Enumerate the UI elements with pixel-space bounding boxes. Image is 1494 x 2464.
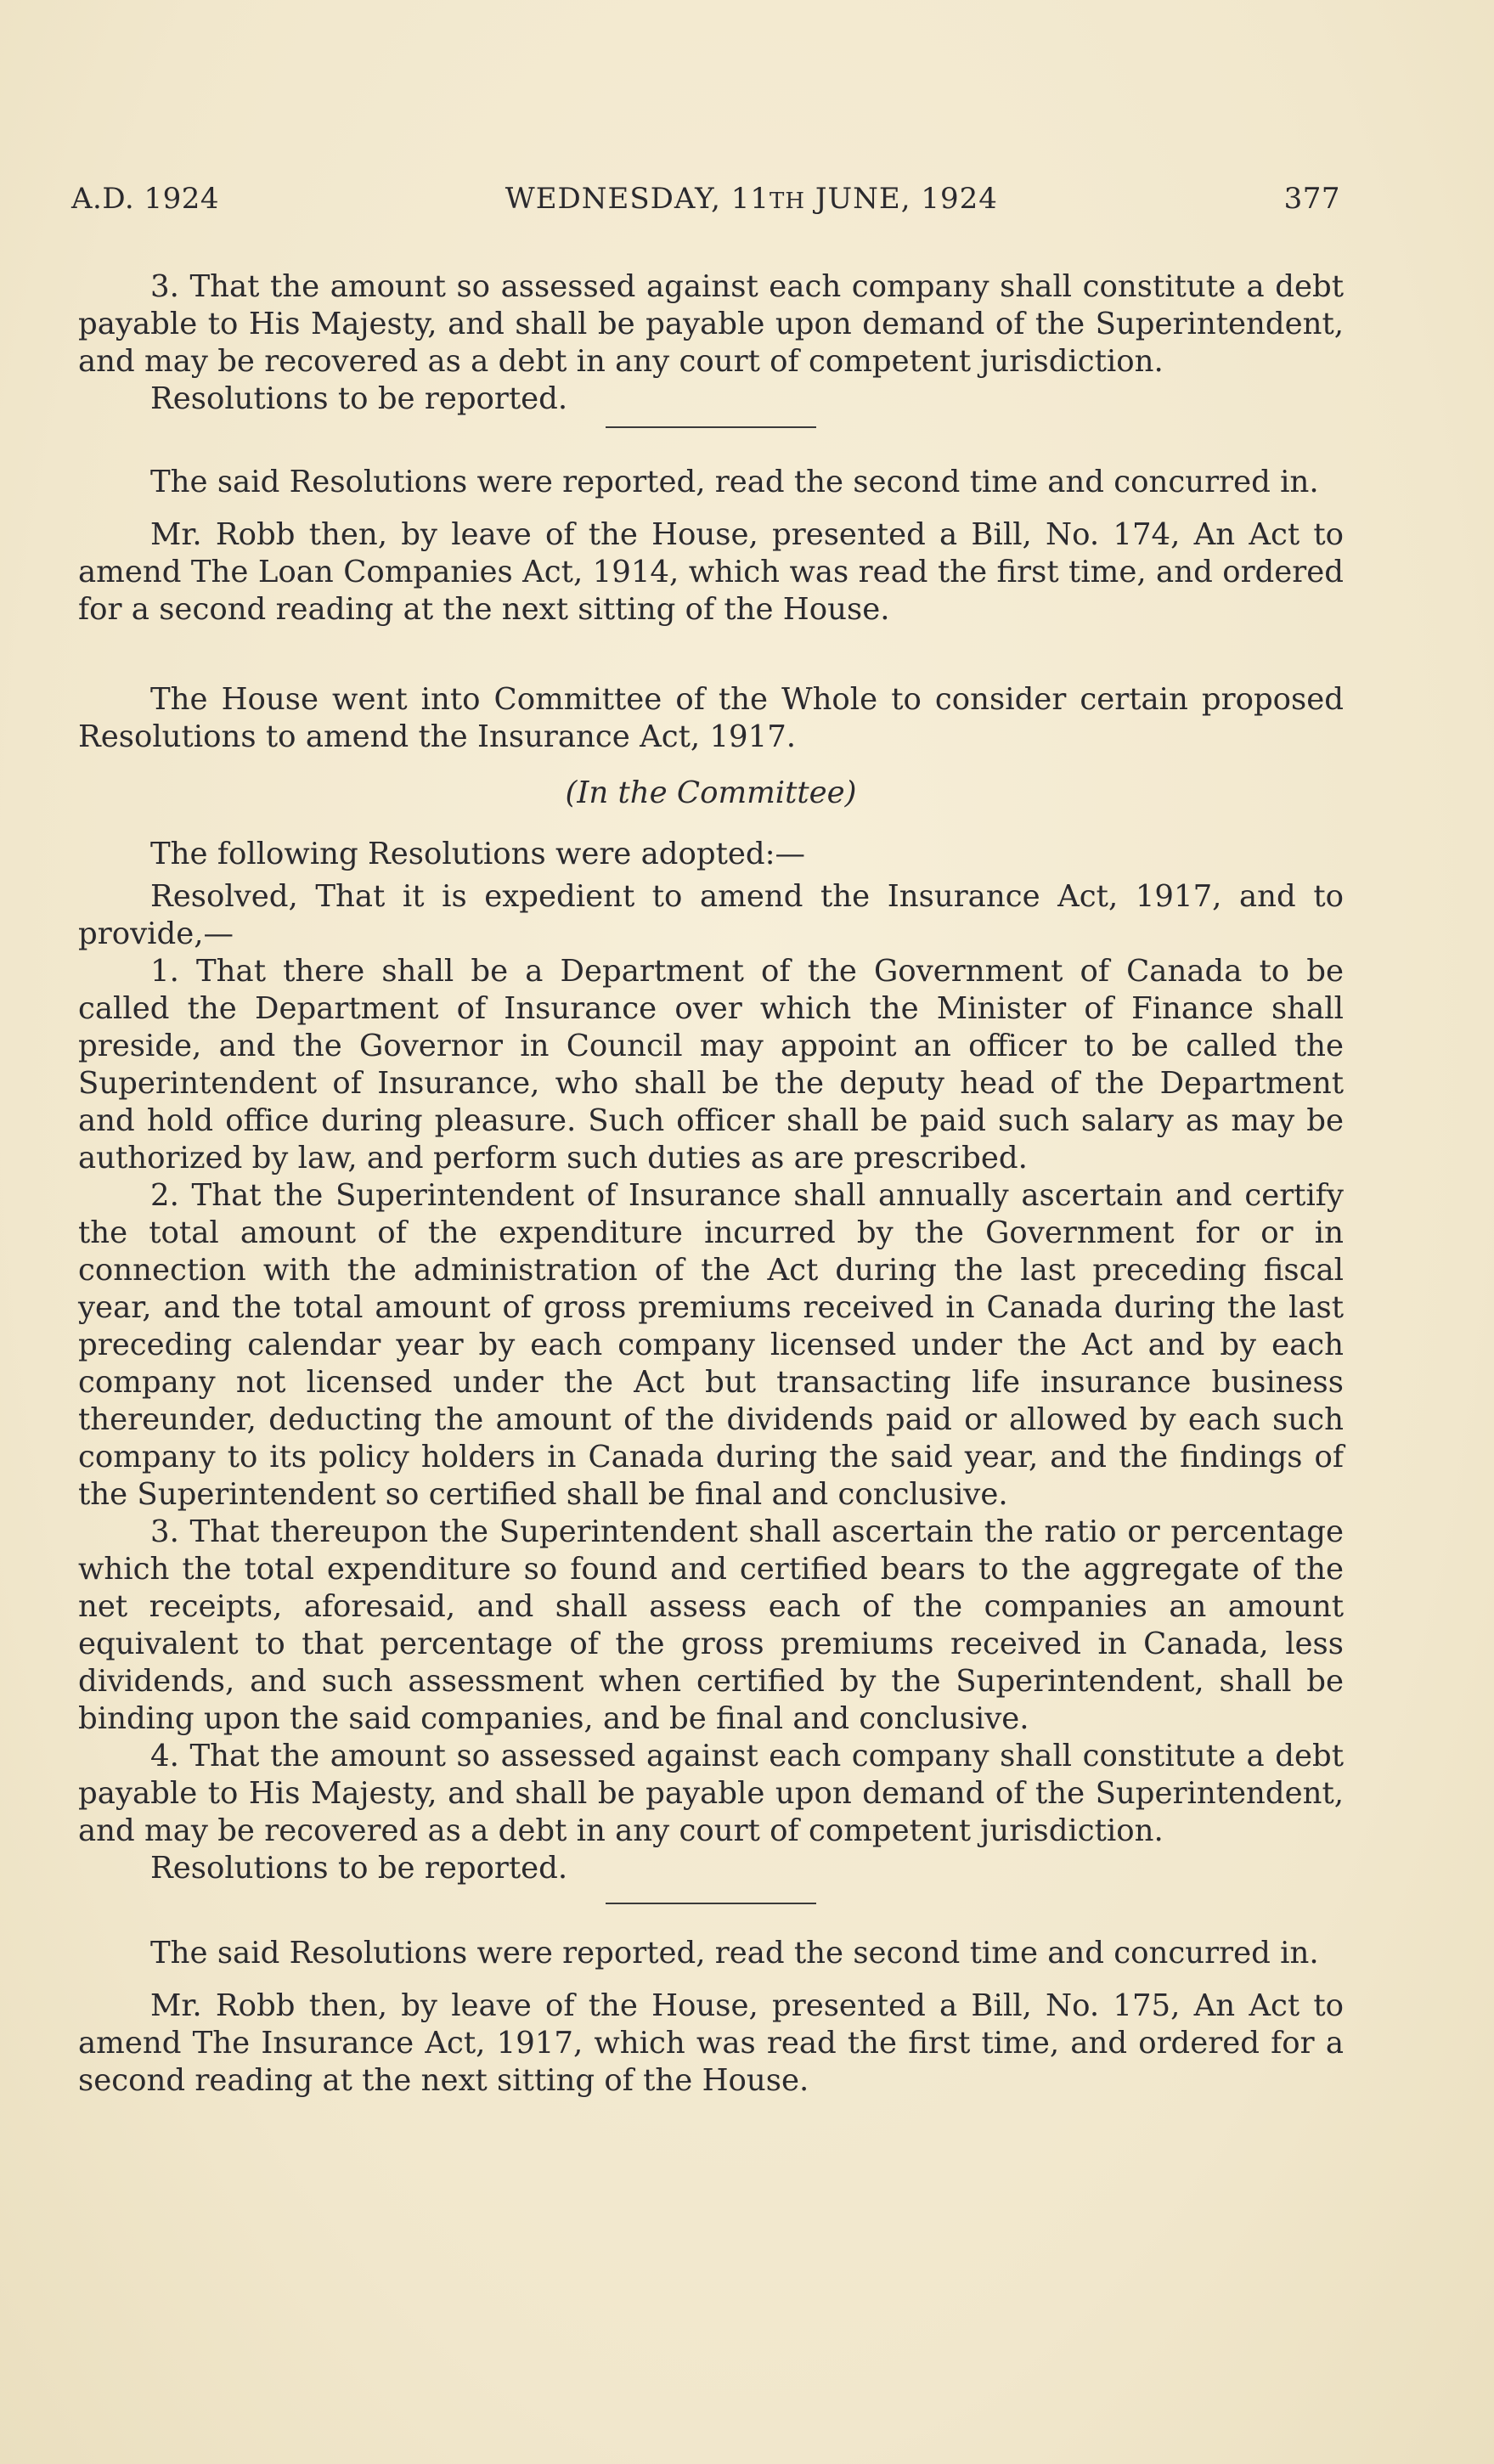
- paragraph-committee-of-whole: The House went into Committee of the Whole to consider certain proposed Resolutions to amend the Insurance Act, 1917.: [78, 682, 1344, 754]
- header-date-suffix: JUNE, 1924: [805, 182, 998, 216]
- page-number: 377: [1283, 182, 1340, 216]
- paragraph-clause-4: 4. That the amount so assessed against each company shall constitute a debt payable to His Majesty, and shall be payable upon demand of the Superintendent, and may be recovered as a debt in any court of competent jurisdiction.: [78, 1739, 1344, 1848]
- section-divider: [606, 426, 816, 428]
- paragraph-clause-1: 1. That there shall be a Department of the Government of Canada to be called the Department of Insurance over which the Minister of Finance shall preside, and the Governor in Council may appoint an officer to be called the Superintendent of Insurance, who shall be the deputy head of the Department and hold office during pleasure. Such officer shall be paid such salary as may be authorized by law, and perform such duties as are prescribed.: [78, 954, 1344, 1176]
- paragraph-concurred: The said Resolutions were reported, read the second time and concurred in.: [150, 465, 1319, 499]
- page-body: [78, 268, 1344, 2100]
- paragraph-bill-175: Mr. Robb then, by leave of the House, presented a Bill, No. 175, An Act to amend The Insurance Act, 1917, which was read the first time, and ordered for a second reading at the next sitting of the House.: [78, 1988, 1344, 2098]
- committee-heading: (In the Committee): [565, 775, 857, 810]
- header-date-ordinal: TH: [770, 189, 806, 214]
- paragraph-resolutions-adopted: The following Resolutions were adopted:—: [150, 837, 806, 871]
- spacer: [78, 756, 1344, 775]
- header-year: A.D. 1924: [71, 182, 220, 216]
- paragraph-clause-3: 3. That thereupon the Superintendent shall ascertain the ratio or percentage which the total expenditure so found and certified bears to the aggregate of the net receipts, aforesaid, and shall assess each of the companies an amount equivalent to that percentage of the gross premiums received in Canada, less dividends, and such assessment when certified by the Superintendent, shall be binding upon the said companies, and be final and conclusive.: [78, 1514, 1344, 1736]
- paragraph-resolutions-reported: Resolutions to be reported.: [150, 381, 568, 416]
- paragraph-resolved: Resolved, That it is expedient to amend the Insurance Act, 1917, and to provide,—: [78, 879, 1344, 951]
- paragraph-clause-2: 2. That the Superintendent of Insurance shall annually ascertain and certify the total amount of the expenditure incurred by the Government for or in connection with the administration of the Act during the last preceding fiscal year, and the total amount of gross premiums received in Canada during the last preceding calendar year by each company licensed under the Act and by each company not licensed under the Act but transacting life insurance business thereunder, deducting the amount of the dividends paid or allowed by each such company to its policy holders in Canada during the said year, and the findings of the Superintendent so certified shall be final and conclusive.: [78, 1178, 1344, 1512]
- section-divider-2: [606, 1903, 816, 1904]
- paragraph-bill-174: Mr. Robb then, by leave of the House, presented a Bill, No. 174, An Act to amend The Loan Companies Act, 1914, which was read the first time, and ordered for a second reading at the next sitting of the House.: [78, 517, 1344, 627]
- spacer: [78, 629, 1344, 681]
- page-header: [71, 182, 1340, 223]
- paragraph-continued-clause-3: 3. That the amount so assessed against each company shall constitute a debt payable to His Majesty, and shall be payable upon demand of the Superintendent, and may be recovered as a debt in any court of competent jurisdiction.: [78, 269, 1344, 379]
- header-date-prefix: WEDNESDAY, 11: [505, 182, 770, 216]
- header-date: [505, 182, 998, 216]
- paragraph-resolutions-reported-2: Resolutions to be reported.: [150, 1851, 568, 1886]
- paragraph-concurred-2: The said Resolutions were reported, read the second time and concurred in.: [150, 1936, 1319, 1971]
- spacer: [78, 812, 1344, 836]
